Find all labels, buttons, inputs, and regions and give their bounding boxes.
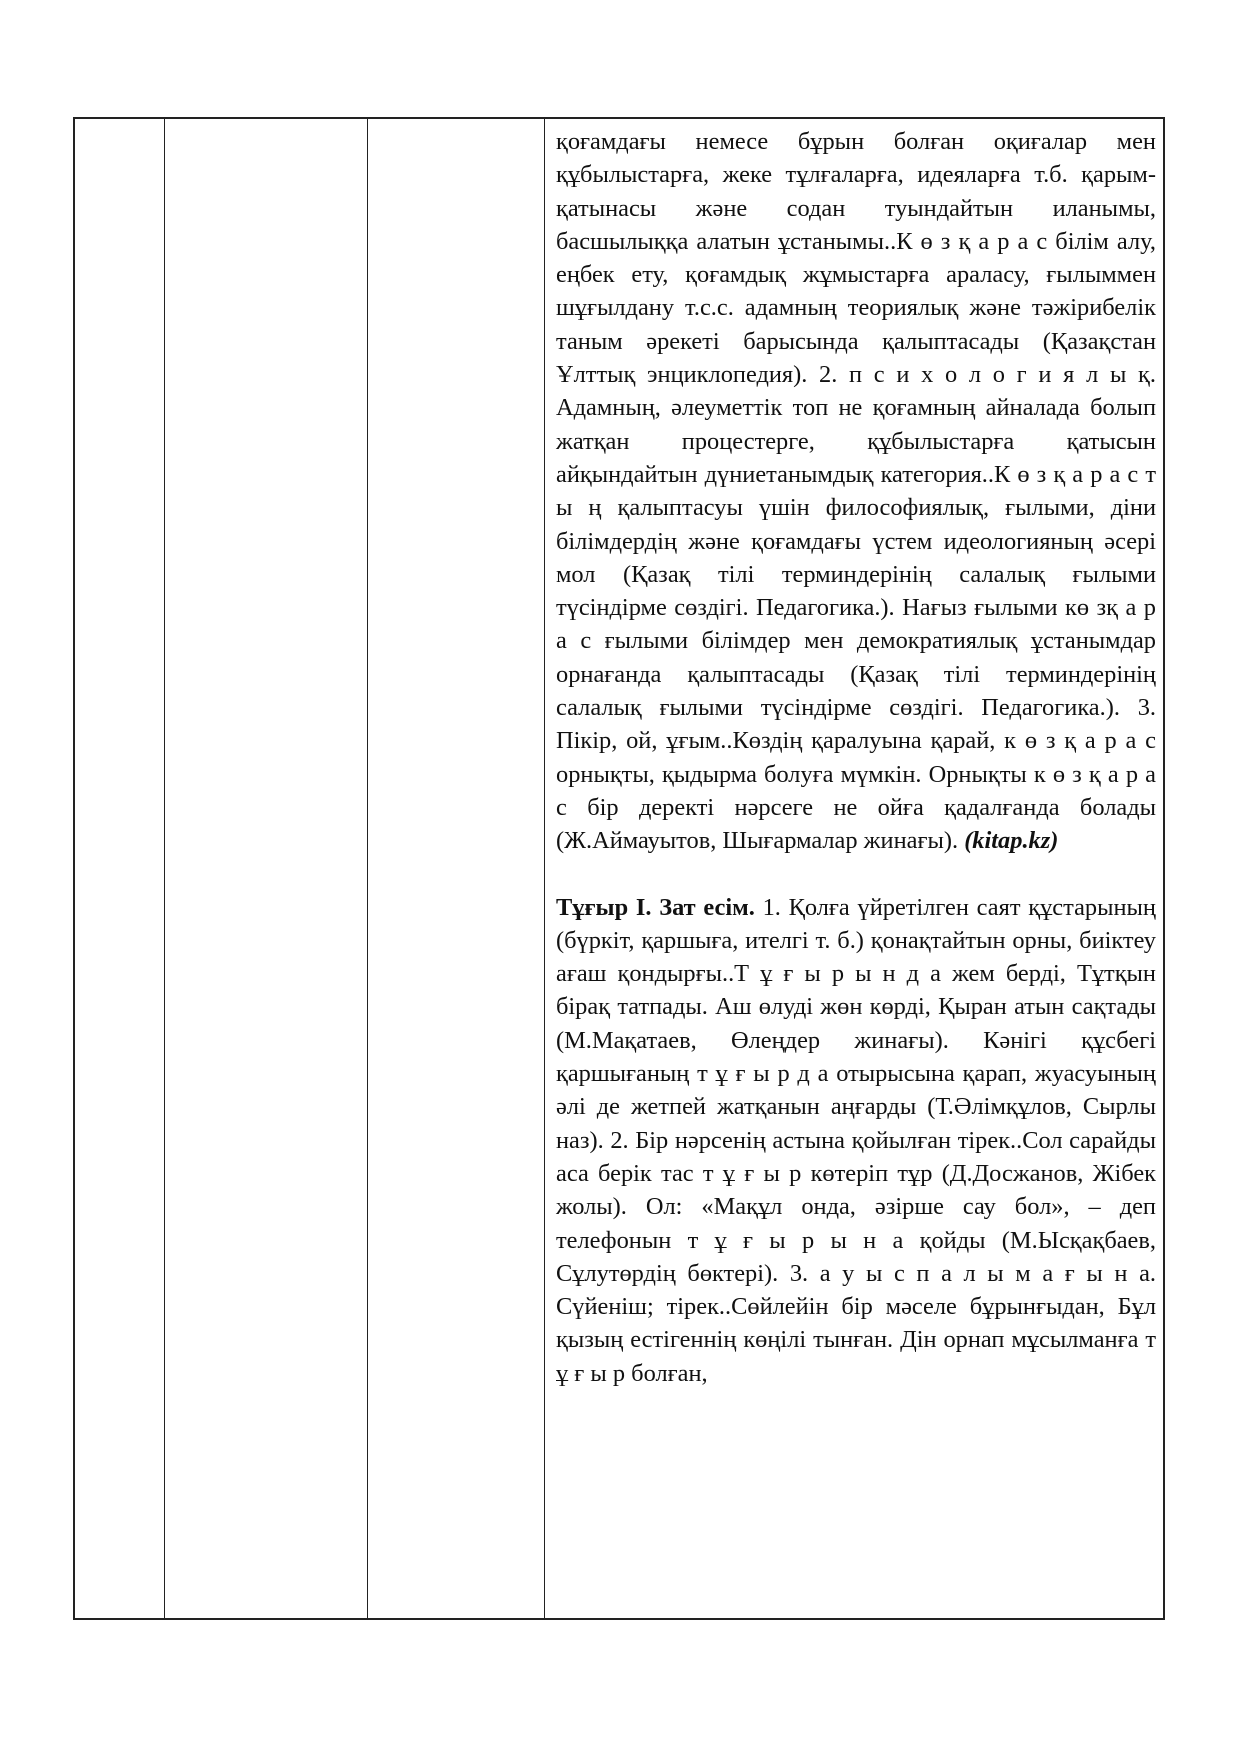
entry-tugyr: [556, 891, 1156, 1390]
column-divider: [164, 119, 165, 1618]
column-divider: [544, 119, 545, 1618]
source-label: (kitap.kz): [964, 827, 1059, 855]
entry-koz-karas: [556, 125, 1156, 858]
dictionary-table: [73, 117, 1165, 1620]
headword: Тұғыр І. Зат есім.: [556, 893, 755, 921]
definition-cell: [556, 125, 1156, 1390]
entry-text: қоғамдағы немесе бұрын болған оқиғалар мен құбылыстарға, жеке тұлғаларға, идеяларға т.б. қарым-қатынасы және содан туындайтын иланымы, басшылыққа алатын ұстанымы..К ө з қ а р а с білім алу, еңбек ету, қоғамдық жұмыстарға араласу, ғылыммен шұғылдану т.с.с. адамның теориялық және тәжірибелік таным әрекеті барысында қалыптасады (Қазақстан Ұлттық энциклопедия). 2. п с и х о л о г и я л ы қ. Адамның, әлеуметтік топ не қоғамның айналада болып жатқан процестерге, құбылыстарға қатысын айқындайтын дүниетанымдық категория..К ө з қ а р а с т ы ң қалыптасуы үшін философиялық, ғылыми, діни білімдердің және қоғамдағы үстем идеологияның әсері мол (Қазақ тілі терминдерінің салалық ғылыми түсіндірме сөздігі. Педагогика.). Нағыз ғылыми кө зқ а р а с ғылыми білімдер мен демократиялық ұстанымдар орнағанда қалыптасады (Қазақ тілі терминдерінің салалық ғылыми түсіндірме сөздігі. Педагогика.). 3. Пікір, ой, ұғым..Көздің қаралуына қарай, к ө з қ а р а с орнықты, қыдырма болуға мүмкін. Орнықты к ө з қ а р а с бір деректі нәрсеге не ойға қадалғанда болады (Ж.Аймауытов, Шығармалар жинағы).: [556, 128, 1156, 855]
column-divider: [367, 119, 368, 1618]
entry-text: 1. Қолға үйретілген саят құстарының (бүркіт, қаршыға, ителгі т. б.) қонақтайтын орны, биіктеу ағаш қондырғы..Т ұ ғ ы р ы н д а жем берді, Тұтқын бірақ татпады. Аш өлуді жөн көрді, Қыран атын сақтады (М.Мақатаев, Өлеңдер жинағы). Кәнігі құсбегі қаршығаның т ұ ғ ы р д а отырысына қарап, жуасуының әлі де жетпей жатқанын аңғарды (Т.Әлімқұлов, Сырлы наз). 2. Бір нәрсенің астына қойылған тірек..Сол сарайды аса берік тас т ұ ғ ы р көтеріп тұр (Д.Досжанов, Жібек жолы). Ол: «Мақұл онда, әзірше сау бол», – деп телефонын т ұ ғ ы р ы н а қойды (М.Ысқақбаев, Сұлутөрдің бөктері). 3. а у ы с п а л ы м а ғ ы н а. Сүйеніш; тірек..Сөйлейін бір мәселе бұрынғыдан, Бұл қызың естігеннің көңілі тынған. Дін орнап мұсылманға т ұ ғ ы р болған,: [556, 893, 1156, 1387]
